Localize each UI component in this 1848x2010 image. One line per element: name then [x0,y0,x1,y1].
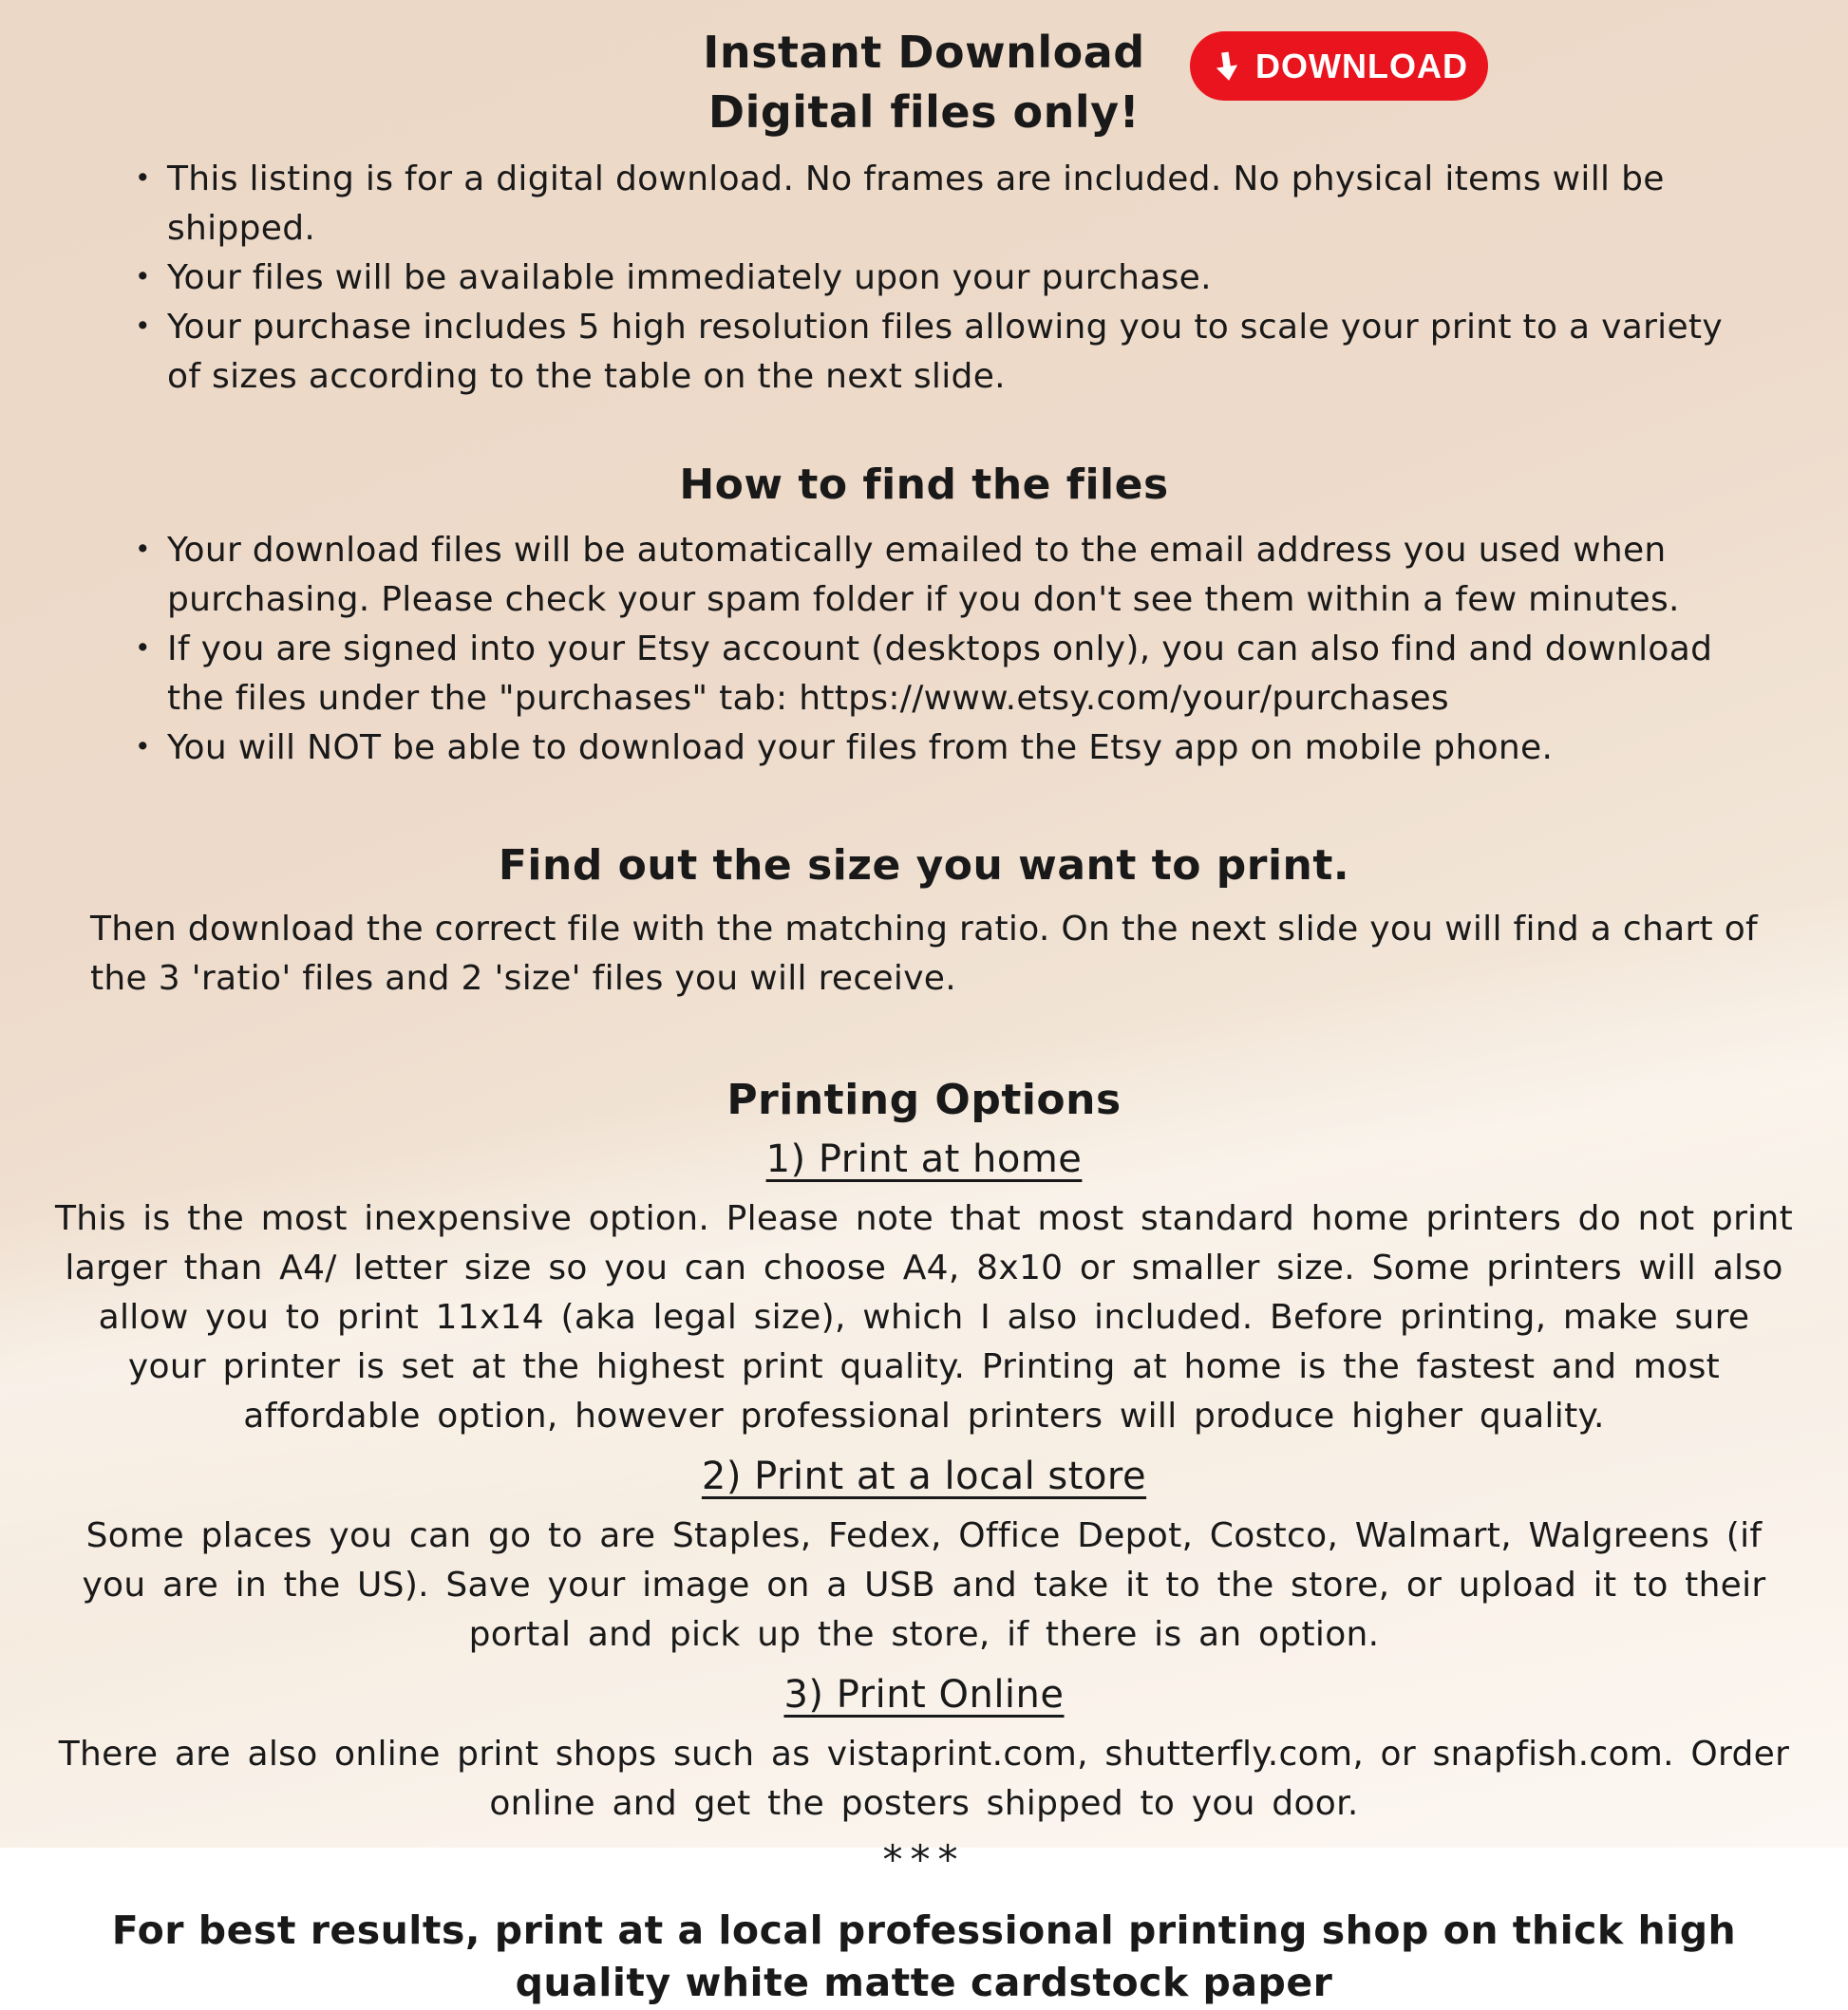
page-title [0,0,1848,141]
section-heading-find-size: Find out the size you want to print. [498,841,1350,891]
print-online-paragraph: There are also online print shops such as vistaprint.com, shutterfly.com, or snapfish.com. Order online and get the posters shipped to you door. [58,1735,1790,1824]
best-results-note: For best results, print at a local professional printing shop on thick high quality white matte cardstock paper [111,1907,1737,2006]
subheading-print-online: 3) Print Online [783,1673,1065,1718]
intro-bullet-list [133,155,1739,402]
download-button-label: DOWNLOAD [1255,46,1468,85]
list-item: • Your download files will be automatically emailed to the email address you used when purchasing. Please check your spam folder if you don't see them within a few minutes. [133,526,1739,625]
list-item: • Your purchase includes 5 high resolution files allowing you to scale your print to a variety of sizes according to the table on the next slide. [133,303,1739,402]
size-instructions-paragraph: Then download the correct file with the matching ratio. On the next slide you will find a chart of the 3 'ratio' files and 2 'size' files you will receive. [90,910,1759,999]
print-at-home-paragraph: This is the most inexpensive option. Please note that most standard home printers do not print larger than A4/ letter size so you can choose A4, 8x10 or smaller size. Some printers will also allow you to print 11x14 (aka legal size), which I also included. Before printing, make sure your printer is set at the highest print quality. Printing at home is the fastest and most affordable option, however professional printers will produce higher quality. [54,1199,1793,1437]
list-item: • This listing is for a digital download. No frames are included. No physical items will be shipped. [133,155,1739,254]
download-arrow-icon [1208,47,1247,85]
list-item: • Your files will be available immediately upon your purchase. [133,254,1739,303]
list-item: • If you are signed into your Etsy account (desktops only), you can also find and download the files under the "purchases" tab: https://www.etsy.com/your/purchases [133,625,1739,723]
section-heading-how-to-find-files: How to find the files [679,460,1169,510]
download-button[interactable] [1190,31,1488,101]
find-files-bullet-list [133,526,1739,773]
subheading-print-local-store: 2) Print at a local store [701,1455,1147,1499]
asterisk-separator: *** [882,1836,966,1884]
section-heading-printing-options: Printing Options [726,1076,1122,1125]
print-local-store-paragraph: Some places you can go to are Staples, Fedex, Office Depot, Costco, Walmart, Walgreens (if you are in the US). Save your image on a USB and take it to the store, or upload it to their portal and pick up the store, if there is an option. [82,1516,1766,1655]
page-title-line2: Digital files only! [707,85,1141,138]
page-title-line1: Instant Download [703,27,1145,78]
list-item: • You will NOT be able to download your files from the Etsy app on mobile phone. [133,723,1739,773]
subheading-print-at-home: 1) Print at home [765,1137,1083,1182]
